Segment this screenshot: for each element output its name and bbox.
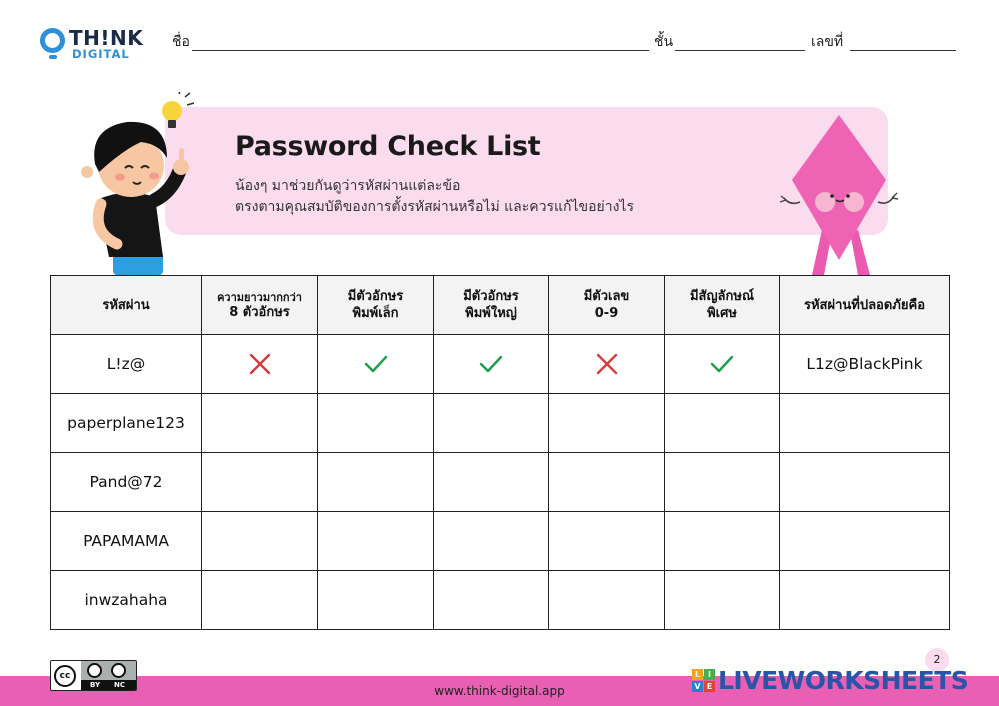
criteria-cell[interactable] bbox=[202, 394, 318, 453]
lightbulb-idea-icon bbox=[162, 92, 194, 128]
safe-password-cell[interactable] bbox=[780, 571, 950, 630]
criteria-cell[interactable] bbox=[549, 571, 665, 630]
liveworksheets-tiles bbox=[692, 669, 716, 693]
license-by: BY bbox=[90, 681, 101, 689]
tile-l: L bbox=[692, 669, 703, 680]
column-header-line-1: มีตัวอักษร bbox=[347, 289, 404, 304]
table-row bbox=[51, 335, 950, 394]
class-label: ชั้น bbox=[654, 34, 674, 50]
column-header-line-2: พิมพ์เล็ก bbox=[352, 306, 399, 321]
password-cell: L!z@ bbox=[51, 335, 202, 394]
criteria-cell[interactable] bbox=[434, 453, 549, 512]
criteria-cell[interactable] bbox=[549, 512, 665, 571]
logo-digital-text: DIGITAL bbox=[72, 47, 130, 61]
column-header-line-2: 8 ตัวอักษร bbox=[229, 305, 290, 320]
column-header-line-2: 0-9 bbox=[594, 306, 619, 321]
password-cell: PAPAMAMA bbox=[51, 512, 202, 571]
boy-character-illustration bbox=[75, 92, 205, 275]
criteria-cell[interactable] bbox=[549, 335, 665, 394]
name-label: ชื่อ bbox=[172, 34, 190, 50]
criteria-cell[interactable] bbox=[318, 453, 434, 512]
table-body bbox=[51, 335, 950, 630]
column-header-line-1: รหัสผ่านที่ปลอดภัยคือ bbox=[803, 297, 926, 313]
column-header bbox=[549, 276, 665, 335]
column-header-line-2: พิมพ์ใหญ่ bbox=[465, 306, 517, 321]
instructions bbox=[235, 176, 634, 218]
cc-icon: cc bbox=[54, 665, 76, 687]
think-digital-logo bbox=[40, 27, 150, 63]
criteria-cell[interactable] bbox=[665, 512, 780, 571]
safe-password-cell[interactable] bbox=[780, 512, 950, 571]
number-field[interactable] bbox=[850, 50, 956, 51]
criteria-cell[interactable] bbox=[665, 453, 780, 512]
column-header-line-1: รหัสผ่าน bbox=[102, 297, 150, 313]
password-cell: paperplane123 bbox=[51, 394, 202, 453]
criteria-cell[interactable] bbox=[665, 394, 780, 453]
checkmark-icon bbox=[479, 352, 503, 376]
criteria-cell[interactable] bbox=[202, 571, 318, 630]
pink-diamond-character-illustration bbox=[778, 110, 900, 275]
column-header-line-1: มีสัญลักษณ์ bbox=[689, 289, 755, 304]
lightbulb-icon bbox=[40, 28, 65, 53]
column-header bbox=[780, 276, 950, 335]
table-row bbox=[51, 571, 950, 630]
table-row bbox=[51, 394, 950, 453]
column-header-line-2: พิเศษ bbox=[707, 306, 737, 321]
password-cell: inwzahaha bbox=[51, 571, 202, 630]
column-header bbox=[665, 276, 780, 335]
criteria-cell[interactable] bbox=[318, 335, 434, 394]
liveworksheets-brand: LIVEWORKSHEETS bbox=[718, 666, 969, 695]
criteria-cell[interactable] bbox=[202, 335, 318, 394]
attribution-icon bbox=[87, 663, 102, 678]
class-field[interactable] bbox=[675, 50, 805, 51]
column-header-line-1: ความยาวมากกว่า bbox=[217, 291, 302, 304]
column-header bbox=[318, 276, 434, 335]
criteria-cell[interactable] bbox=[434, 394, 549, 453]
tile-e: E bbox=[704, 681, 715, 692]
criteria-cell[interactable] bbox=[434, 512, 549, 571]
column-header bbox=[434, 276, 549, 335]
password-cell: Pand@72 bbox=[51, 453, 202, 512]
instructions-line-1: น้องๆ มาช่วยกันดูว่ารหัสผ่านแต่ละข้อ bbox=[235, 178, 461, 194]
table-row bbox=[51, 512, 950, 571]
tile-i: I bbox=[704, 669, 715, 680]
criteria-cell[interactable] bbox=[202, 453, 318, 512]
criteria-cell[interactable] bbox=[549, 394, 665, 453]
column-header bbox=[51, 276, 202, 335]
safe-password-cell[interactable]: L1z@BlackPink bbox=[780, 335, 950, 394]
checkmark-icon bbox=[364, 352, 388, 376]
cross-icon bbox=[595, 352, 619, 376]
criteria-cell[interactable] bbox=[665, 571, 780, 630]
noncommercial-icon bbox=[111, 663, 126, 678]
criteria-cell[interactable] bbox=[318, 394, 434, 453]
creative-commons-license-badge bbox=[50, 660, 137, 691]
safe-password-cell[interactable] bbox=[780, 453, 950, 512]
tile-v: V bbox=[692, 681, 703, 692]
column-header-line-1: มีตัวอักษร bbox=[463, 289, 519, 304]
table-row bbox=[51, 453, 950, 512]
license-nc: NC bbox=[114, 681, 125, 689]
checkmark-icon bbox=[710, 352, 734, 376]
column-header-line-1: มีตัวเลข bbox=[583, 289, 630, 304]
column-header bbox=[202, 276, 318, 335]
criteria-cell[interactable] bbox=[665, 335, 780, 394]
password-checklist-table bbox=[50, 275, 950, 630]
number-label: เลขที่ bbox=[811, 34, 844, 50]
criteria-cell[interactable] bbox=[549, 453, 665, 512]
name-field[interactable] bbox=[192, 50, 649, 51]
criteria-cell[interactable] bbox=[434, 571, 549, 630]
criteria-cell[interactable] bbox=[318, 512, 434, 571]
footer-url[interactable]: www.think-digital.app bbox=[434, 684, 565, 698]
instructions-line-2: ตรงตามคุณสมบัติของการตั้งรหัสผ่านหรือไม่ และควรแก้ไขอย่างไร bbox=[235, 199, 634, 215]
table-header-row bbox=[51, 276, 950, 335]
criteria-cell[interactable] bbox=[434, 335, 549, 394]
liveworksheets-logo bbox=[692, 668, 992, 698]
criteria-cell[interactable] bbox=[202, 512, 318, 571]
logo-think-text: TH!NK bbox=[69, 26, 144, 50]
cross-icon bbox=[248, 352, 272, 376]
page-number: 2 bbox=[925, 648, 949, 672]
safe-password-cell[interactable] bbox=[780, 394, 950, 453]
criteria-cell[interactable] bbox=[318, 571, 434, 630]
page-title: Password Check List bbox=[235, 131, 541, 162]
